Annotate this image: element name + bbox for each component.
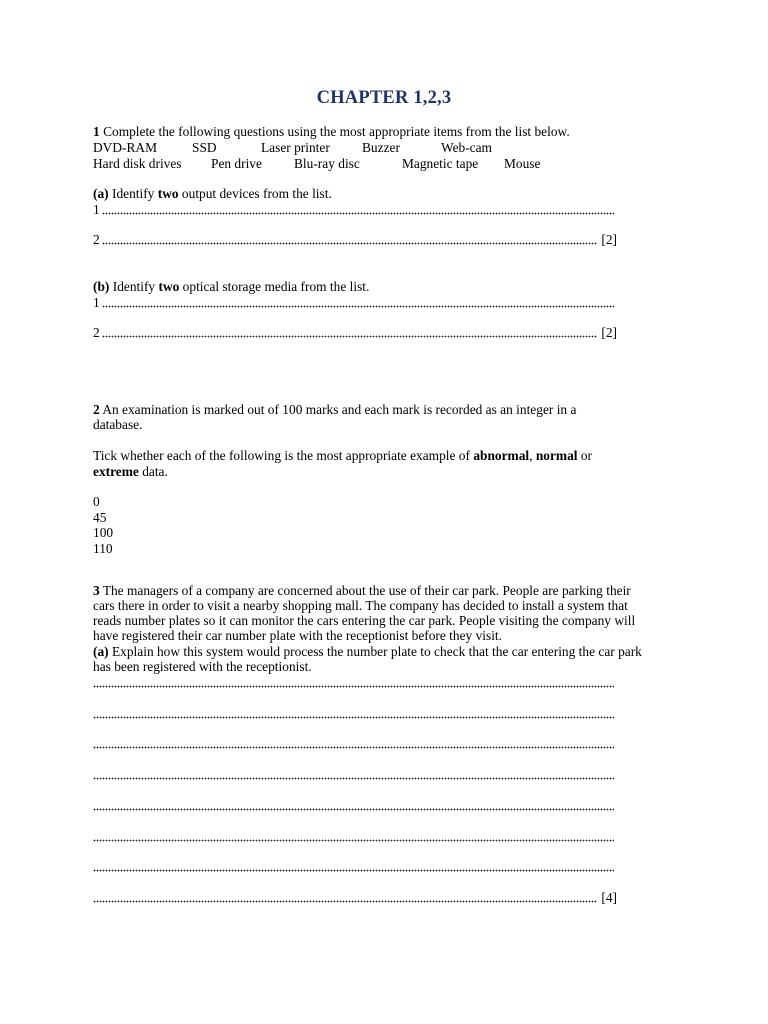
q1-intro xyxy=(93,124,570,140)
page-title: CHAPTER 1,2,3 xyxy=(316,88,452,108)
marks-label: [2] xyxy=(601,325,617,340)
q3-text-line-4: have registered their car number plate with the receptionist before they visit. xyxy=(93,628,503,643)
list-item: DVD-RAM xyxy=(93,140,157,155)
q2-normal-word: normal xyxy=(535,448,578,463)
list-item: Mouse xyxy=(504,156,541,171)
list-item: SSD xyxy=(192,140,217,155)
list-item: Buzzer xyxy=(362,140,400,155)
q1a-text-before: Identify xyxy=(111,186,155,201)
q1a-answer-line-1[interactable] xyxy=(93,202,614,218)
q1a-prompt xyxy=(93,186,332,202)
q3a-prompt-line-2: has been registered with the receptionist. xyxy=(93,659,312,674)
q2-abnormal-word: abnormal xyxy=(473,448,530,463)
q3a-answer-line[interactable] xyxy=(93,798,614,814)
q1b-answer-line-1[interactable] xyxy=(93,295,614,311)
answer-line-number: 1 xyxy=(93,202,100,217)
q3-text: The managers of a company are concerned about the use of their car park. People are parking their xyxy=(102,583,631,598)
q1b-text-before: Identify xyxy=(112,279,156,294)
q1b-prompt xyxy=(93,279,369,295)
q1-number: 1 xyxy=(93,124,100,139)
q3a-text: Explain how this system would process the number plate to check that the car entering the car park xyxy=(111,644,642,659)
q3a-answer-line[interactable] xyxy=(93,736,614,752)
list-item: Pen drive xyxy=(211,156,262,171)
q1a-answer-line-2[interactable] xyxy=(93,232,617,248)
q2-number: 2 xyxy=(93,402,100,417)
q1b-answer-line-2[interactable] xyxy=(93,325,617,341)
q3-text-line-3: reads number plates so it can monitor the cars entering the car park. People visiting the company will xyxy=(93,613,636,628)
q2-or-word: or xyxy=(580,448,593,463)
list-item: Web-cam xyxy=(441,140,492,155)
q2-extreme-word: extreme xyxy=(93,464,139,479)
list-item: Blu-ray disc xyxy=(294,156,360,171)
q2-data-word: data. xyxy=(142,464,168,479)
q1b-label: (b) xyxy=(93,279,110,294)
q2-comma: , xyxy=(529,448,533,463)
q2-tick-instruction xyxy=(93,448,592,464)
q1a-text-after: output devices from the list. xyxy=(181,186,332,201)
q1-intro-text: Complete the following questions using the most appropriate items from the list below. xyxy=(103,124,570,139)
q1a-bold-word: two xyxy=(157,186,179,201)
q3a-answer-line[interactable] xyxy=(93,829,614,845)
q3a-answer-line[interactable] xyxy=(93,859,614,875)
q2-value: 45 xyxy=(93,510,107,525)
marks-label: [4] xyxy=(601,890,617,905)
q2-text: An examination is marked out of 100 marks and each mark is recorded as an integer in a xyxy=(102,402,577,417)
q3a-answer-line[interactable] xyxy=(93,767,614,783)
marks-label: [2] xyxy=(601,232,617,247)
q3a-prompt-line-1 xyxy=(93,644,642,660)
q2-text-line-1 xyxy=(93,402,576,418)
q3a-answer-line[interactable] xyxy=(93,675,614,691)
list-item: Hard disk drives xyxy=(93,156,182,171)
q3-text-line-1 xyxy=(93,583,631,599)
q3a-answer-line-last[interactable] xyxy=(93,890,617,906)
q3a-answer-line[interactable] xyxy=(93,706,614,722)
q1b-text-after: optical storage media from the list. xyxy=(182,279,370,294)
answer-line-number: 1 xyxy=(93,295,100,310)
q2-tick-text: Tick whether each of the following is the most appropriate example of xyxy=(93,448,470,463)
q2-value: 110 xyxy=(93,541,113,556)
list-item: Laser printer xyxy=(261,140,330,155)
list-item: Magnetic tape xyxy=(402,156,479,171)
q1a-label: (a) xyxy=(93,186,109,201)
q1b-bold-word: two xyxy=(158,279,180,294)
q3-number: 3 xyxy=(93,583,100,598)
answer-line-number: 2 xyxy=(93,325,100,340)
q2-value: 0 xyxy=(93,494,100,509)
q3-text-line-2: cars there in order to visit a nearby shopping mall. The company has decided to install a system that xyxy=(93,598,628,613)
answer-line-number: 2 xyxy=(93,232,100,247)
q2-text-line-2: database. xyxy=(93,417,143,432)
q2-tick-instruction-2 xyxy=(93,464,168,480)
q2-value: 100 xyxy=(93,525,114,540)
q3a-label: (a) xyxy=(93,644,109,659)
